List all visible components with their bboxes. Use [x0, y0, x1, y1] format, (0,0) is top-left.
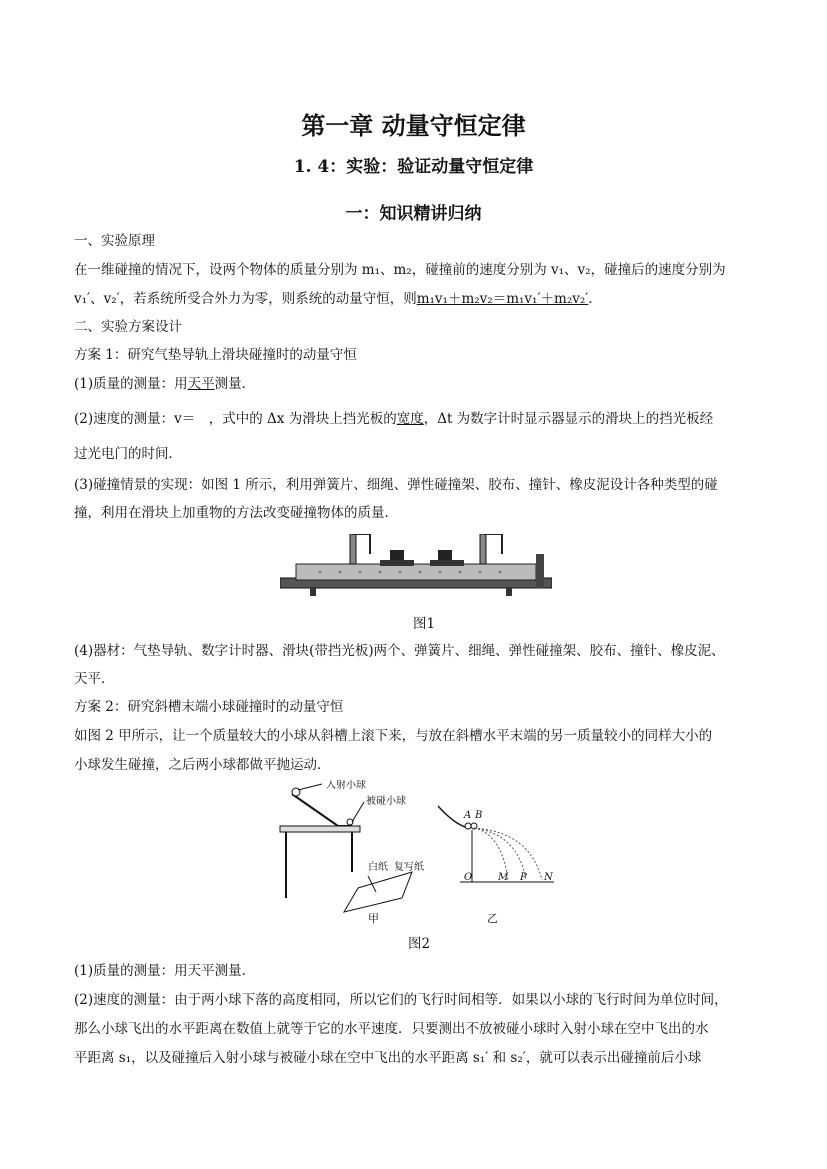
label-p: P: [520, 872, 527, 883]
label-yi: 乙: [487, 912, 498, 925]
period: ．: [588, 291, 602, 307]
subsection-title: 一：知识精讲归纳: [345, 204, 482, 224]
heading-design: 二、实验方案设计: [74, 319, 182, 335]
section-title: 1. 4：实验：验证动量守恒定律: [293, 157, 534, 177]
balance-text: 天平: [187, 376, 215, 392]
paragraph-line: 那么小球飞出的水平距离在数值上就等于它的水平速度．只要测出不放被碰小球时入射小球在空中飞出的水: [74, 1021, 709, 1037]
label-o: O: [464, 872, 473, 883]
label-jia: 甲: [368, 912, 379, 925]
scheme-2-heading: 方案 2：研究斜槽末端小球碰撞时的动量守恒: [74, 699, 344, 715]
paragraph-line: [74, 290, 602, 308]
scheme-1-heading: 方案 1：研究气垫导轨上滑块碰撞时的动量守恒: [74, 347, 357, 363]
heading-principle: 一、实验原理: [74, 233, 155, 249]
paragraph-line: 过光电门的时间．: [74, 446, 182, 462]
paragraph-line: [74, 410, 713, 428]
paragraph-line: (1)质量的测量：用天平测量．: [74, 963, 256, 979]
paragraph-line: 撞，利用在滑块上加重物的方法改变碰撞物体的质量．: [74, 505, 398, 521]
paragraph-line: 小球发生碰撞，之后两小球都做平抛运动．: [74, 757, 331, 773]
label-m: M: [498, 872, 509, 883]
paragraph-line: 在一维碰撞的情况下，设两个物体的质量分别为 m₁、m₂，碰撞前的速度分别为 v₁、v₂，碰撞后的速度分别为: [74, 262, 726, 278]
paragraph-line: (4)器材：气垫导轨、数字计时器、滑块(带挡光板)两个、弹簧片、细绳、弹性碰撞架、胶布、撞针、橡皮泥、: [74, 643, 725, 659]
paragraph-text: 测量．: [214, 376, 256, 392]
paragraph-line: 平距离 s₁，以及碰撞后入射小球与被碰小球在空中飞出的水平距离 s₁′ 和 s₂′，就可以表示出碰撞前后小球: [74, 1050, 702, 1066]
paragraph-text: (1)质量的测量：用: [74, 376, 188, 392]
paragraph-line: 如图 2 甲所示，让一个质量较大的小球从斜槽上滚下来，与放在斜槽水平末端的另一质量较小的同样大小的: [74, 728, 713, 744]
paragraph-text: ，Δt 为数字计时显示器显示的滑块上的挡光板经: [423, 411, 714, 427]
width-text: 宽度: [396, 411, 424, 427]
paragraph-line: (3)碰撞情景的实现：如图 1 所示，利用弹簧片、细绳、弹性碰撞架、胶布、撞针、橡皮泥设计各种类型的碰: [74, 477, 718, 493]
paragraph-line: (2)速度的测量：由于两小球下落的高度相同，所以它们的飞行时间相等．如果以小球的飞行时间为单位时间，: [74, 992, 728, 1008]
label-b: B: [475, 810, 483, 821]
label-incident-ball: 入射小球: [326, 780, 366, 791]
label-a: A: [464, 810, 472, 821]
paragraph-text: v₁′、v₂′，若系统所受合外力为零，则系统的动量守恒，则: [74, 291, 417, 307]
label-target-ball: 被碰小球: [366, 796, 406, 807]
figure-2-caption: 图2: [408, 936, 431, 952]
paragraph-text: (2)速度的测量：v＝ ，式中的 Δx 为滑块上挡光板的: [74, 411, 397, 427]
figure-2-yi-trajectory: [434, 800, 554, 900]
momentum-equation: m₁v₁＋m₂v₂＝m₁v₁′＋m₂v₂′: [416, 291, 589, 307]
chapter-title: 第一章 动量守恒定律: [301, 111, 526, 140]
label-carbon-paper: 复写纸: [394, 862, 424, 873]
figure-1-air-track: [280, 534, 552, 606]
paragraph-line: [74, 375, 255, 393]
figure-1-caption: 图1: [413, 616, 436, 632]
label-white-paper: 白纸: [368, 862, 388, 873]
label-n: N: [544, 872, 553, 883]
figure-2-jia-apparatus: [272, 780, 432, 920]
paragraph-line: 天平．: [74, 671, 115, 687]
